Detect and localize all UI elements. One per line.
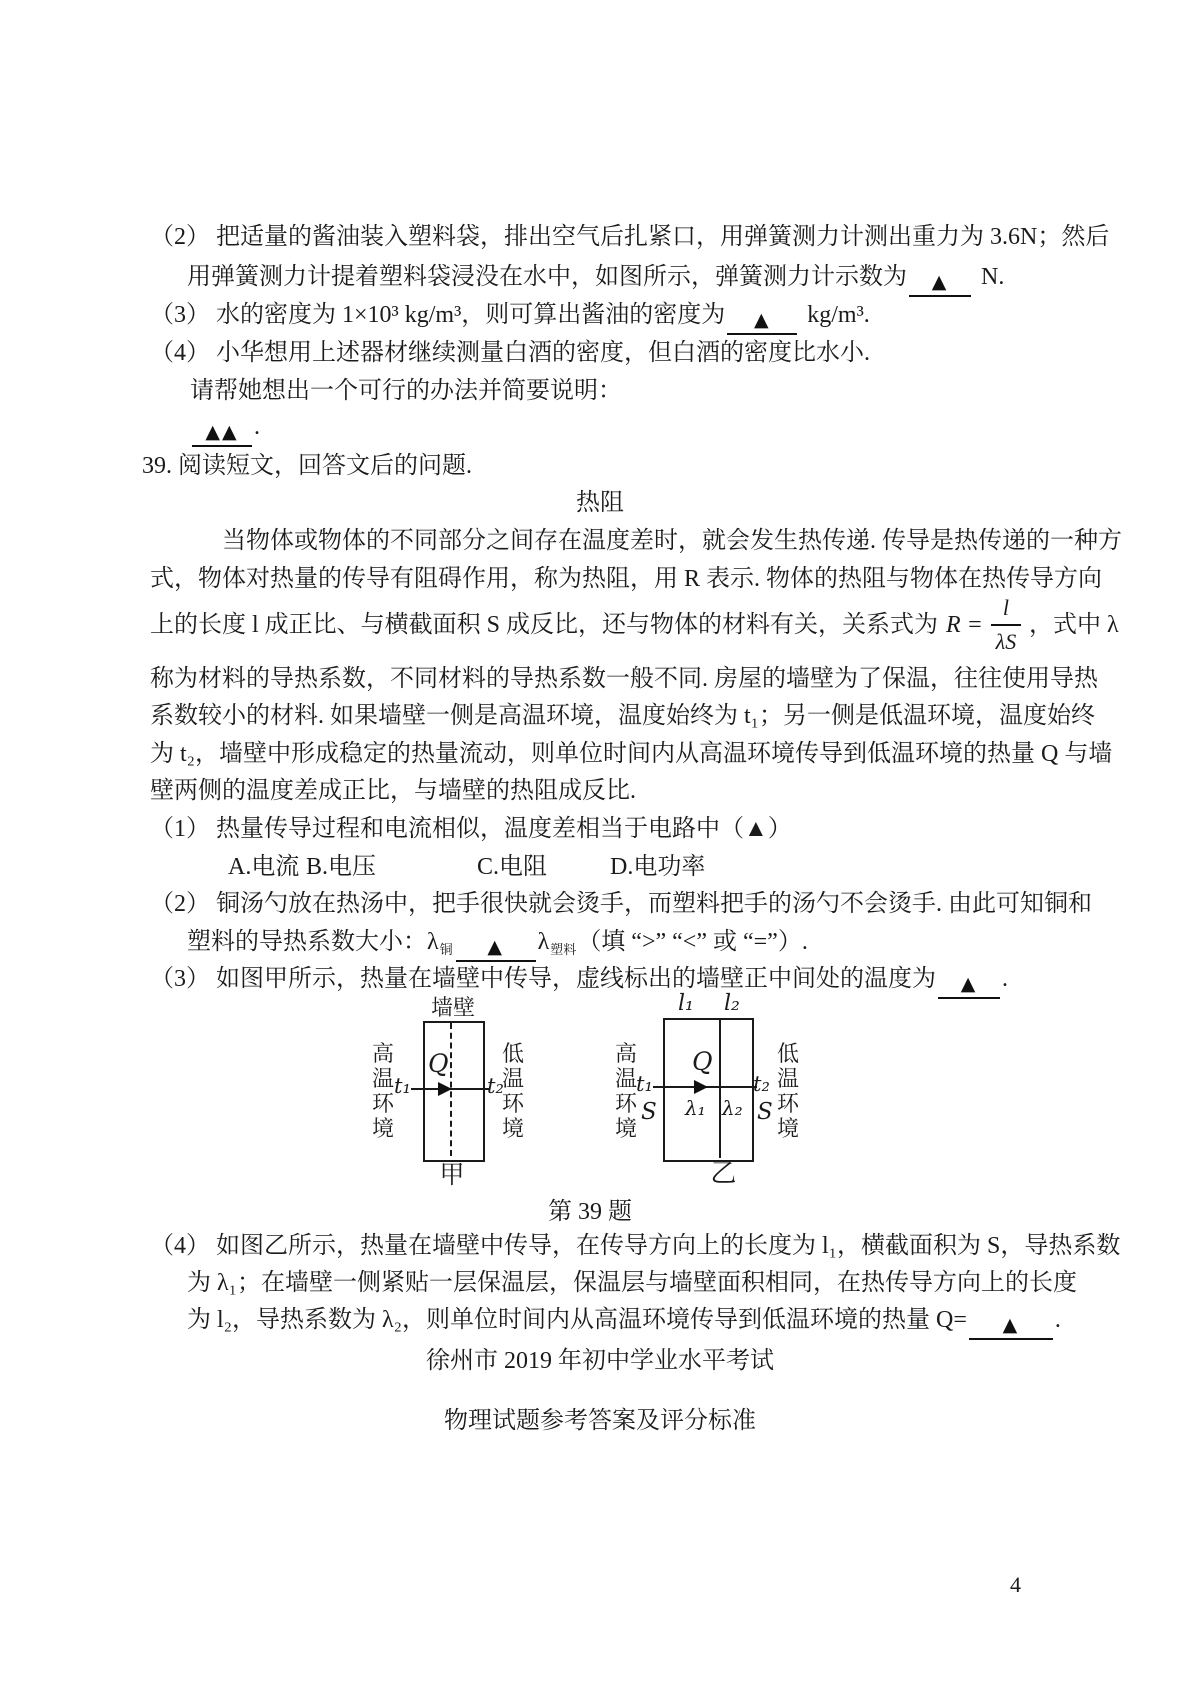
- item-text: （填 “>” “<” 或 “=”）.: [577, 929, 808, 955]
- formula-numerator: l: [991, 593, 1021, 626]
- figure-yi-t1-label: t₁: [636, 1072, 653, 1096]
- figure-jia-t2-label: t₂: [487, 1074, 504, 1098]
- passage-title: 热阻: [576, 490, 624, 516]
- q38-item4-answer-line: [190, 412, 260, 447]
- q39-item4-line3: [187, 1305, 1061, 1340]
- answer-blank: [456, 933, 536, 962]
- item-label: （3）: [150, 302, 210, 328]
- lambda-plastic-subscript: 塑料: [550, 942, 577, 957]
- answer-blank: [909, 268, 971, 297]
- figure-yi-q-label: Q: [692, 1047, 713, 1076]
- item-text: 请帮她想出一个可行的办法并简要说明：: [190, 378, 622, 404]
- figure-jia-wall-rect: [423, 1021, 485, 1162]
- figure-yi-t2-label: t₂: [753, 1072, 770, 1096]
- figure-jia-t1-label: t₁: [394, 1074, 411, 1098]
- q38-item4-line2: [190, 376, 622, 406]
- option-d: D.电功率: [610, 854, 706, 880]
- q39-item1-line: [150, 814, 792, 844]
- triangle-placeholder-icon: ▲: [931, 271, 949, 293]
- figure-yi-name: 乙: [710, 1159, 737, 1188]
- question-intro: 阅读短文，回答文后的问题.: [178, 453, 472, 479]
- period: .: [1002, 966, 1008, 992]
- passage-line-5: 系数较小的材料. 如果墙壁一侧是高温环境，温度始终为 t₁；另一侧是低温环境，温度始终: [150, 703, 1096, 729]
- formula-fraction: [991, 593, 1021, 657]
- item-text: 塑料的导热系数大小：λ: [187, 929, 439, 955]
- period: .: [254, 414, 260, 440]
- passage-line-6: 为 t₂，墙壁中形成稳定的热量流动，则单位时间内从高温环境传导到低温环境的热量 Q 与墙: [150, 741, 1113, 767]
- item-text: 热量传导过程和电流相似，温度差相当于电路中（▲）: [216, 816, 792, 842]
- q38-item4-line1: [150, 338, 870, 368]
- figure-jia-q-label: Q: [428, 1049, 449, 1078]
- answer-key-title: 物理试题参考答案及评分标准: [444, 1408, 756, 1434]
- q39-item3-line: [150, 964, 1008, 999]
- item-label: （4）: [150, 1233, 210, 1259]
- thermal-resistance-formula: [946, 593, 1021, 657]
- q39-heading: [142, 451, 472, 481]
- triangle-placeholder-icon: ▲: [487, 936, 504, 958]
- item-label: （4）: [150, 340, 210, 366]
- q38-item2-line1: [150, 222, 1109, 252]
- figure-yi-s-left-label: S: [641, 1099, 657, 1125]
- exam-title: 徐州市 2019 年初中学业水平考试: [426, 1348, 774, 1374]
- double-triangle-placeholder-icon: ▲▲: [205, 421, 239, 443]
- passage-line-4: 称为材料的导热系数，不同材料的导热系数一般不同. 房屋的墙壁为了保温，往往使用导热: [150, 666, 1098, 692]
- unit-text: kg/m³.: [807, 302, 870, 328]
- item-text: 水的密度为 1×10³ kg/m³，则可算出酱油的密度为: [216, 302, 726, 328]
- passage-text: ，式中 λ: [1029, 612, 1119, 638]
- lambda-symbol: λ: [537, 929, 550, 955]
- formula-lhs: R =: [946, 612, 983, 638]
- item-text: 用弹簧测力计提着塑料袋浸没在水中，如图所示，弹簧测力计示数为: [187, 264, 907, 290]
- answer-blank: [192, 418, 252, 447]
- figure-yi-divider-line: [719, 1018, 721, 1158]
- q39-item4-line1: [150, 1231, 1120, 1261]
- answer-blank: [727, 306, 797, 335]
- figure-yi-s-right-label: S: [757, 1099, 773, 1125]
- period: .: [1054, 1307, 1061, 1333]
- passage-text: 上的长度 l 成正比、与横截面积 S 成反比，还与物体的材料有关，关系式为: [150, 612, 939, 638]
- passage-line-1: 当物体或物体的不同部分之间存在温度差时，就会发生热传递. 传导是热传递的一种方: [222, 528, 1122, 554]
- figure-yi-hot-env-label: 高温环境: [614, 1041, 637, 1141]
- item-label: （2）: [150, 891, 210, 917]
- item-text: 小华想用上述器材继续测量白酒的密度，但白酒的密度比水小.: [216, 340, 870, 366]
- formula-denominator: λS: [995, 629, 1017, 654]
- q39-item2-line2: [187, 927, 808, 965]
- question-number: 39.: [142, 453, 172, 479]
- item-text: 如图乙所示，热量在墙壁中传导，在传导方向上的长度为 l₁，横截面积为 S，导热系数: [216, 1233, 1121, 1259]
- passage-line-3: [150, 596, 1119, 654]
- q39-item4-line2: 为 λ₁；在墙壁一侧紧贴一层保温层，保温层与墙壁面积相同，在热传导方向上的长度: [187, 1270, 1078, 1296]
- item-text: 为 l₂，导热系数为 λ₂，则单位时间内从高温环境传导到低温环境的热量 Q=: [187, 1307, 967, 1333]
- figure-jia-wall-label: 墙壁: [430, 995, 475, 1020]
- option-a: A.电流: [228, 854, 300, 880]
- item-text: 如图甲所示，热量在墙壁中传导，虚线标出的墙壁正中间处的温度为: [216, 966, 936, 992]
- answer-blank: [969, 1311, 1053, 1340]
- figure-yi-l2-label: l₂: [724, 991, 740, 1016]
- figure-yi-lambda1-label: λ₁: [685, 1096, 706, 1120]
- triangle-placeholder-icon: ▲: [753, 309, 771, 331]
- q39-item2-line1: [150, 889, 1092, 919]
- figure-yi-wall-rect: [663, 1018, 754, 1162]
- passage-line-7: 壁两侧的温度差成正比，与墙壁的热阻成反比.: [150, 778, 636, 804]
- triangle-placeholder-icon: ▲: [960, 973, 978, 995]
- item-label: （1）: [150, 816, 210, 842]
- item-text: 把适量的酱油装入塑料袋，排出空气后扎紧口，用弹簧测力计测出重力为 3.6N；然后: [216, 224, 1110, 250]
- figure-jia-name: 甲: [439, 1162, 465, 1189]
- figure-yi-arrow-right-icon: [694, 1080, 708, 1094]
- q39-item1-options: [0, 852, 1200, 882]
- item-label: （2）: [150, 224, 210, 250]
- option-c: C.电阻: [477, 854, 548, 880]
- figure-jia-cold-env-label: 低温环境: [501, 1041, 524, 1141]
- triangle-placeholder-icon: ▲: [1002, 1314, 1020, 1336]
- item-label: （3）: [150, 966, 210, 992]
- answer-blank: [938, 970, 1000, 999]
- figure-yi-lambda2-label: λ₂: [722, 1096, 743, 1120]
- item-text: 铜汤勺放在热汤中，把手很快就会烫手，而塑料把手的汤勺不会烫手. 由此可知铜和: [216, 891, 1092, 917]
- figure-yi-cold-env-label: 低温环境: [776, 1041, 799, 1141]
- figure-jia-arrow-right-icon: [438, 1082, 452, 1096]
- q38-item3-line: [150, 300, 870, 335]
- figure-caption: 第 39 题: [548, 1199, 632, 1225]
- option-b: B.电压: [306, 854, 377, 880]
- page-number: 4: [1010, 1572, 1021, 1597]
- q38-item2-line2: [187, 262, 1004, 297]
- passage-line-2: 式，物体对热量的传导有阻碍作用，称为热阻，用 R 表示. 物体的热阻与物体在热传导方向: [150, 566, 1103, 592]
- unit-text: N.: [981, 264, 1005, 290]
- lambda-copper-subscript: 铜: [439, 942, 453, 957]
- figure-jia-hot-env-label: 高温环境: [371, 1041, 394, 1141]
- figure-yi-l1-label: l₁: [678, 991, 694, 1016]
